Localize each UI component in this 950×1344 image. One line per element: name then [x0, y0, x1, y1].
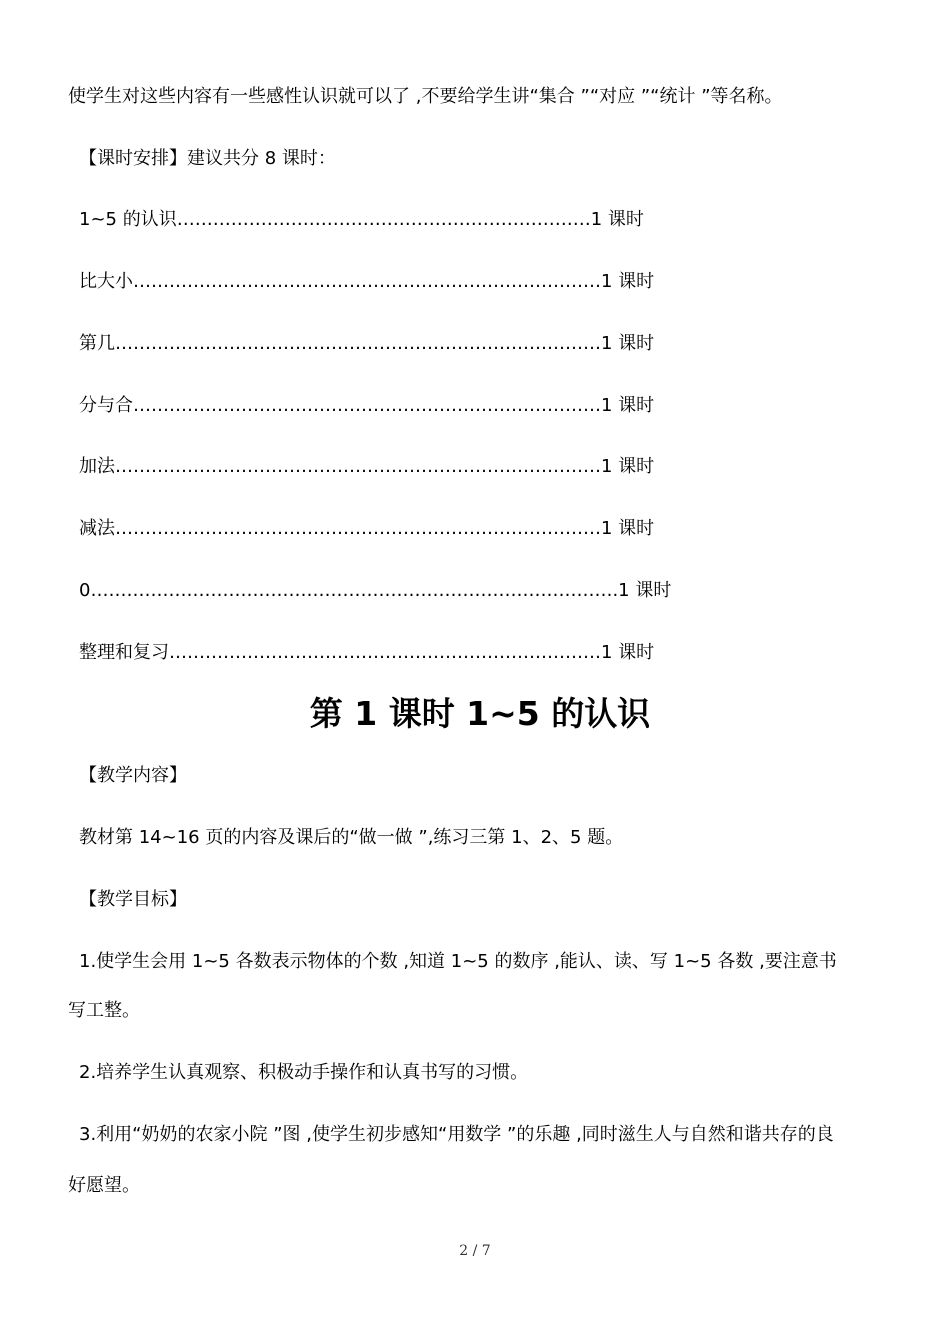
goal-2-text: 2.培养学生认真观察、积极动手操作和认真书写的习惯。 — [79, 1062, 529, 1083]
goal-1-text: 1.使学生会用 1~5 各数表示物体的个数 ,知道 1~5 的数序 ,能认、读、写 1~5 各数 ,要注意书 — [79, 951, 837, 972]
schedule-item: 1~5 的认识……………………………………………………………1 课时 — [79, 209, 644, 230]
teaching-content-text: 教材第 14~16 页的内容及课后的“做一做 ”,练习三第 1、2、5 题。 — [79, 827, 624, 848]
teaching-content-heading: 【教学内容】 — [79, 765, 187, 786]
intro-text: 使学生对这些内容有一些感性认识就可以了 ,不要给学生讲“集合 ”“对应 ”“统计 ”等名称。 — [68, 86, 783, 107]
schedule-heading: 【课时安排】建议共分 8 课时： — [79, 148, 336, 169]
schedule-item: 第几………………………………………………………………………1 课时 — [79, 333, 655, 354]
schedule-item: 分与合……………………………………………………………………1 课时 — [79, 395, 655, 416]
lesson-title: 第 1 课时 1~5 的认识 — [309, 694, 651, 733]
teaching-goal-heading: 【教学目标】 — [79, 889, 187, 910]
schedule-item: 加法………………………………………………………………………1 课时 — [79, 456, 655, 477]
schedule-item: 0…………………………………………………………………………….1 课时 — [79, 580, 672, 601]
schedule-item: 比大小……………………………………………………………………1 课时 — [79, 271, 655, 292]
goal-1-text-continued: 写工整。 — [68, 1000, 140, 1021]
schedule-item: 整理和复习………………………………………………………………1 课时 — [79, 642, 655, 663]
goal-3-text: 3.利用“奶奶的农家小院 ”图 ,使学生初步感知“用数学 ”的乐趣 ,同时滋生人与自然和谐共存的良 — [79, 1124, 834, 1145]
schedule-item: 减法………………………………………………………………………1 课时 — [79, 518, 655, 539]
page-number: 2 / 7 — [459, 1243, 491, 1259]
goal-3-text-continued: 好愿望。 — [68, 1175, 140, 1196]
